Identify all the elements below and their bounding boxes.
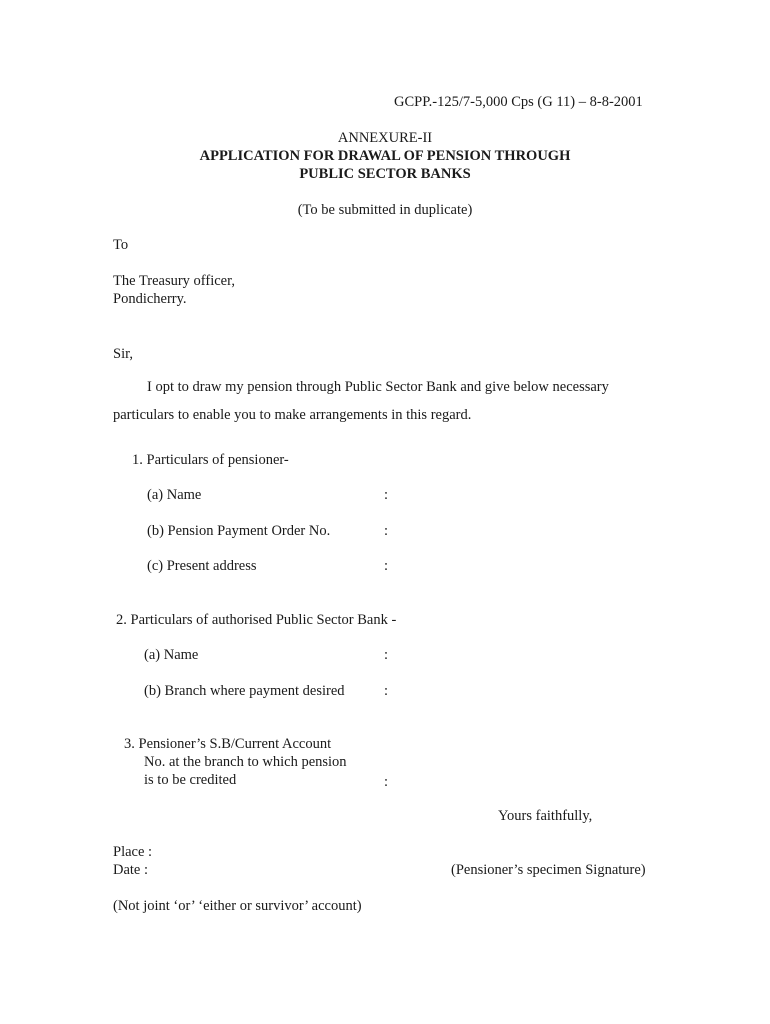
yours-faithfully: Yours faithfully, xyxy=(498,808,593,824)
section3-line1: 3. Pensioner’s S.B/Current Account xyxy=(124,736,332,752)
section2-item-name-label: (a) Name xyxy=(144,647,199,663)
section1-item-ppo-label: (b) Pension Payment Order No. xyxy=(147,523,331,539)
section1-item-name-colon: : xyxy=(384,487,389,503)
address-to: To xyxy=(113,237,129,253)
section3-colon: : xyxy=(384,774,389,790)
section2-item-branch-colon: : xyxy=(384,683,389,699)
annexure-label: ANNEXURE-II xyxy=(337,130,433,146)
section1-heading: 1. Particulars of pensioner- xyxy=(132,452,289,468)
section2-heading: 2. Particulars of authorised Public Sector Bank - xyxy=(116,612,397,628)
form-title-line1: APPLICATION FOR DRAWAL OF PENSION THROUGH xyxy=(199,148,571,164)
body-line1: I opt to draw my pension through Public Sector Bank and give below necessary xyxy=(147,379,609,395)
reference-number: GCPP.-125/7-5,000 Cps (G 11) – 8-8-2001 xyxy=(394,94,643,110)
section1-item-name-label: (a) Name xyxy=(147,487,202,503)
signature-caption: (Pensioner’s specimen Signature) xyxy=(451,862,646,878)
section2-item-branch-label: (b) Branch where payment desired xyxy=(144,683,345,699)
date-label: Date : xyxy=(113,862,149,878)
section3-line2: No. at the branch to which pension xyxy=(144,754,347,770)
body-line2: particulars to enable you to make arrangements in this regard. xyxy=(113,407,472,423)
account-footnote: (Not joint ‘or’ ‘either or survivor’ account) xyxy=(113,898,362,914)
address-line1: The Treasury officer, xyxy=(113,273,235,289)
section1-item-address-label: (c) Present address xyxy=(147,558,257,574)
duplicate-note: (To be submitted in duplicate) xyxy=(297,202,473,218)
place-label: Place : xyxy=(113,844,153,860)
salutation: Sir, xyxy=(113,346,133,362)
section3-line3: is to be credited xyxy=(144,772,237,788)
form-title-line2: PUBLIC SECTOR BANKS xyxy=(299,166,471,182)
section2-item-name-colon: : xyxy=(384,647,389,663)
address-line2: Pondicherry. xyxy=(113,291,187,307)
section1-item-ppo-colon: : xyxy=(384,523,389,539)
section1-item-address-colon: : xyxy=(384,558,389,574)
